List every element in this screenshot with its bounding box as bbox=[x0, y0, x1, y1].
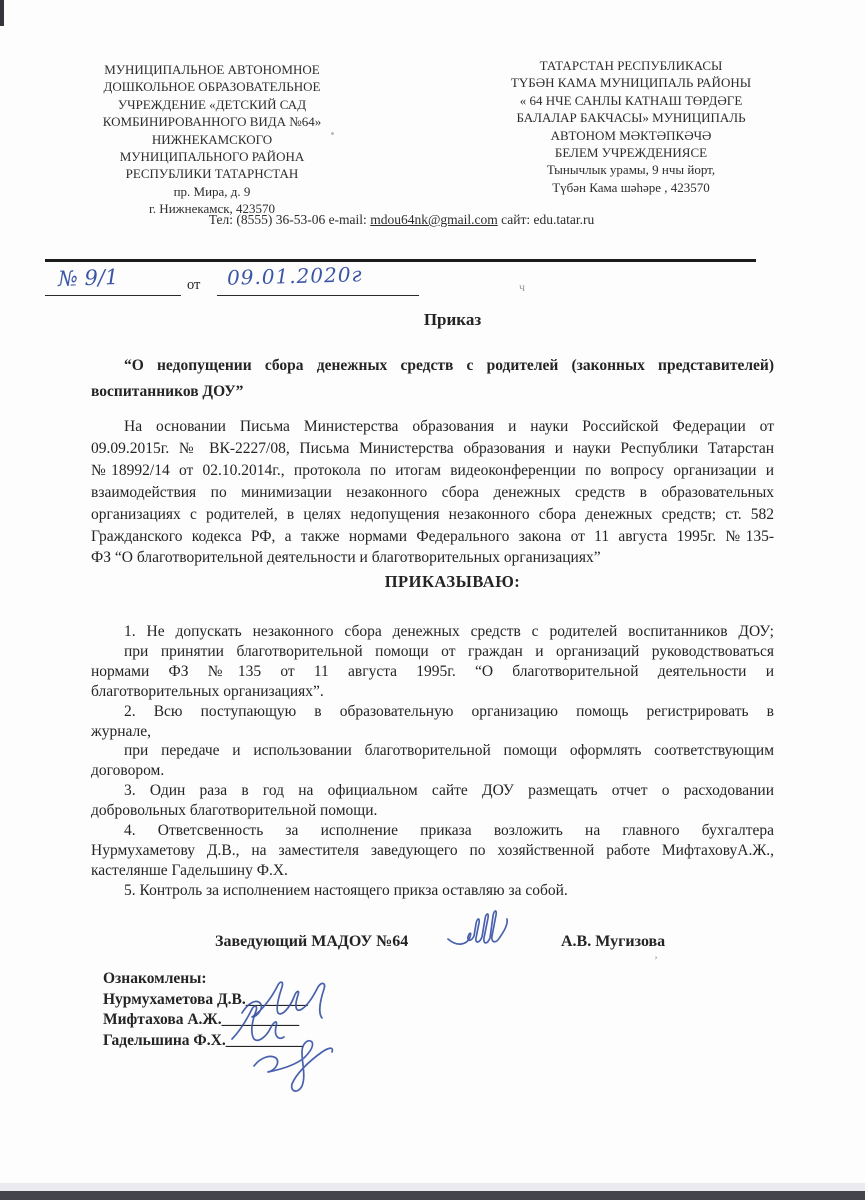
org-name-line: УЧРЕЖДЕНИЕ «ДЕТСКИЙ САД bbox=[117, 96, 307, 112]
org-name-line: « 64 НЧЕ САНЛЫ КАТНАШ ТӨРДӘГЕ bbox=[519, 92, 743, 108]
number-underline bbox=[45, 295, 181, 296]
order-item-line: 3. Один раза в год на официальном сайте ДОУ размещать отчет о расходовании bbox=[124, 782, 774, 800]
letterhead-tatar-block bbox=[480, 57, 782, 196]
scan-edge-mark bbox=[0, 0, 4, 26]
org-address-line: Тынычлык урамы, 9 нчы йорт, bbox=[546, 162, 716, 178]
order-number-handwritten: № 9/1 bbox=[57, 264, 119, 292]
subject-line: “О недопущении сбора денежных средств с родителей (законных представителей) bbox=[124, 357, 774, 374]
order-item-line: при передаче и использовании благотворительной помощи оформлять соответствующим bbox=[124, 742, 774, 760]
order-item-line: при принятии благотворительной помощи от граждан и организаций руководствоваться bbox=[124, 642, 774, 660]
decree-heading: ПРИКАЗЫВАЮ: bbox=[384, 572, 521, 591]
org-name-line: ТАТАРСТАН РЕСПУБЛИКАСЫ bbox=[539, 58, 723, 73]
order-date-handwritten: 09.01.2020г bbox=[226, 262, 363, 290]
order-item-line: договором. bbox=[91, 762, 165, 780]
signer-position-label: Заведующий МАДОУ №64 bbox=[215, 933, 409, 950]
order-item-line: 2. Всю поступающую в образовательную организацию помощь регистрировать в bbox=[124, 702, 774, 720]
preamble-line: 09.09.2015г. № ВК-2227/08, Письма Министерства образования и науки Республики Татарстан bbox=[91, 439, 774, 457]
acknowledgement-heading: Ознакомлены: bbox=[103, 970, 207, 987]
acknowledgement-name: Мифтахова А.Ж.__________ bbox=[103, 1011, 300, 1029]
date-underline bbox=[217, 295, 419, 296]
org-name-line: НИЖНЕКАМСКОГО bbox=[151, 131, 273, 147]
order-item-line: Нурмухаметову Д.В., на заместителя заведующего по хозяйственной работе МифтаховуА.Ж., bbox=[91, 841, 774, 859]
scan-bottom-dark-band bbox=[0, 1191, 865, 1200]
signer-name: А.В. Мугизова bbox=[561, 933, 666, 950]
header-divider-rule bbox=[45, 259, 756, 262]
org-name-line: РЕСПУБЛИКИ ТАТАРНСТАН bbox=[125, 166, 299, 182]
org-address-line: г. Нижнекамск, 423570 bbox=[148, 201, 276, 217]
org-address-line: Түбән Кама шәһәре , 423570 bbox=[552, 179, 710, 195]
email-link[interactable]: mdou64nk@gmail.com bbox=[370, 212, 498, 227]
order-item-line: журнале, bbox=[91, 722, 152, 740]
site-text: сайт: edu.tatar.ru bbox=[497, 212, 595, 227]
order-item-line: 5. Контроль за исполнением настоящего прикза оставляю за собой. bbox=[124, 881, 568, 899]
preamble-line: Гражданского кодекса РФ, а также нормами Федерального закона от 11 августа 1995г. №135- bbox=[91, 527, 774, 545]
from-label: от bbox=[187, 277, 201, 293]
acknowledgement-name: Гадельшина Ф.Х.__________ bbox=[103, 1032, 304, 1050]
gadelshina-signature bbox=[250, 1036, 345, 1094]
letterhead-russian-block bbox=[79, 61, 345, 218]
org-name-line: ДОШКОЛЬНОЕ ОБРАЗОВАТЕЛЬНОЕ bbox=[103, 79, 321, 95]
document-title: Приказ bbox=[423, 310, 482, 329]
org-name-line: БАЛАЛАР БАКЧАСЫ» МУНИЦИПАЛЬ bbox=[516, 110, 746, 126]
order-item-line: 1. Не допускать незаконного сбора денежных средств с родителей воспитанников ДОУ; bbox=[124, 623, 774, 640]
order-item-line: 4. Ответсвенность за исполнение приказа возложить на главного бухгалтера bbox=[124, 822, 774, 840]
contact-line bbox=[60, 212, 743, 228]
org-address-line: пр. Мира, д. 9 bbox=[173, 183, 251, 199]
org-name-line: МУНИЦИПАЛЬНОГО РАЙОНА bbox=[119, 149, 305, 165]
org-name-line: БЕЛЕМ УЧРЕЖДЕНИЯСЕ bbox=[554, 145, 708, 161]
acknowledgement-name: Нурмухаметова Д.В.________ bbox=[103, 990, 308, 1008]
order-items bbox=[91, 622, 774, 901]
preamble-line: взаимодействия по минимизации незаконного сбора денежных средств в образовательных bbox=[91, 483, 774, 501]
scan-speck-glyph2: ’ bbox=[654, 953, 658, 967]
org-name-line: МУНИЦИПАЛЬНОЕ АВТОНОМНОЕ bbox=[104, 62, 320, 77]
order-item-line: кастелянше Гадельшину Ф.Х. bbox=[91, 861, 288, 879]
subject-line: воспитанников ДОУ” bbox=[91, 383, 244, 400]
order-item-line: добровольных благотворительной помощи. bbox=[91, 802, 378, 820]
scan-speck-glyph: ч bbox=[519, 280, 526, 294]
org-name-line: ТҮБӘН КАМА МУНИЦИПАЛЬ РАЙОНЫ bbox=[510, 75, 752, 91]
org-name-line: АВТОНОМ МӘКТӘПКӘЧӘ bbox=[550, 127, 712, 143]
order-subject bbox=[91, 353, 774, 405]
org-name-line: КОМБИНИРОВАННОГО ВИДА №64» bbox=[102, 114, 322, 130]
preamble-line: На основании Письма Министерства образования и науки Российской Федерации от bbox=[124, 418, 774, 435]
preamble-line: ФЗ “О благотворительной деятельности и благотворительных организациях” bbox=[91, 549, 601, 567]
director-signature bbox=[445, 906, 560, 954]
order-item-line: нормами ФЗ №135 от 11 августа 1995г. “О благотворительной деятельности и bbox=[91, 662, 774, 680]
order-preamble bbox=[91, 416, 774, 569]
preamble-line: организациях с родителей, в целях недопущения незаконного сбора денежных средств; ст. 582 bbox=[91, 505, 774, 523]
scan-bottom-light-band bbox=[0, 1183, 865, 1191]
phone-text: Тел: (8555) 36-53-06 e-mail: bbox=[208, 212, 371, 227]
order-item-line: благотворительных организациях”. bbox=[91, 682, 324, 700]
preamble-line: №18992/14 от 02.10.2014г., протокола по итогам видеоконференции по вопросу организации и bbox=[91, 461, 774, 479]
